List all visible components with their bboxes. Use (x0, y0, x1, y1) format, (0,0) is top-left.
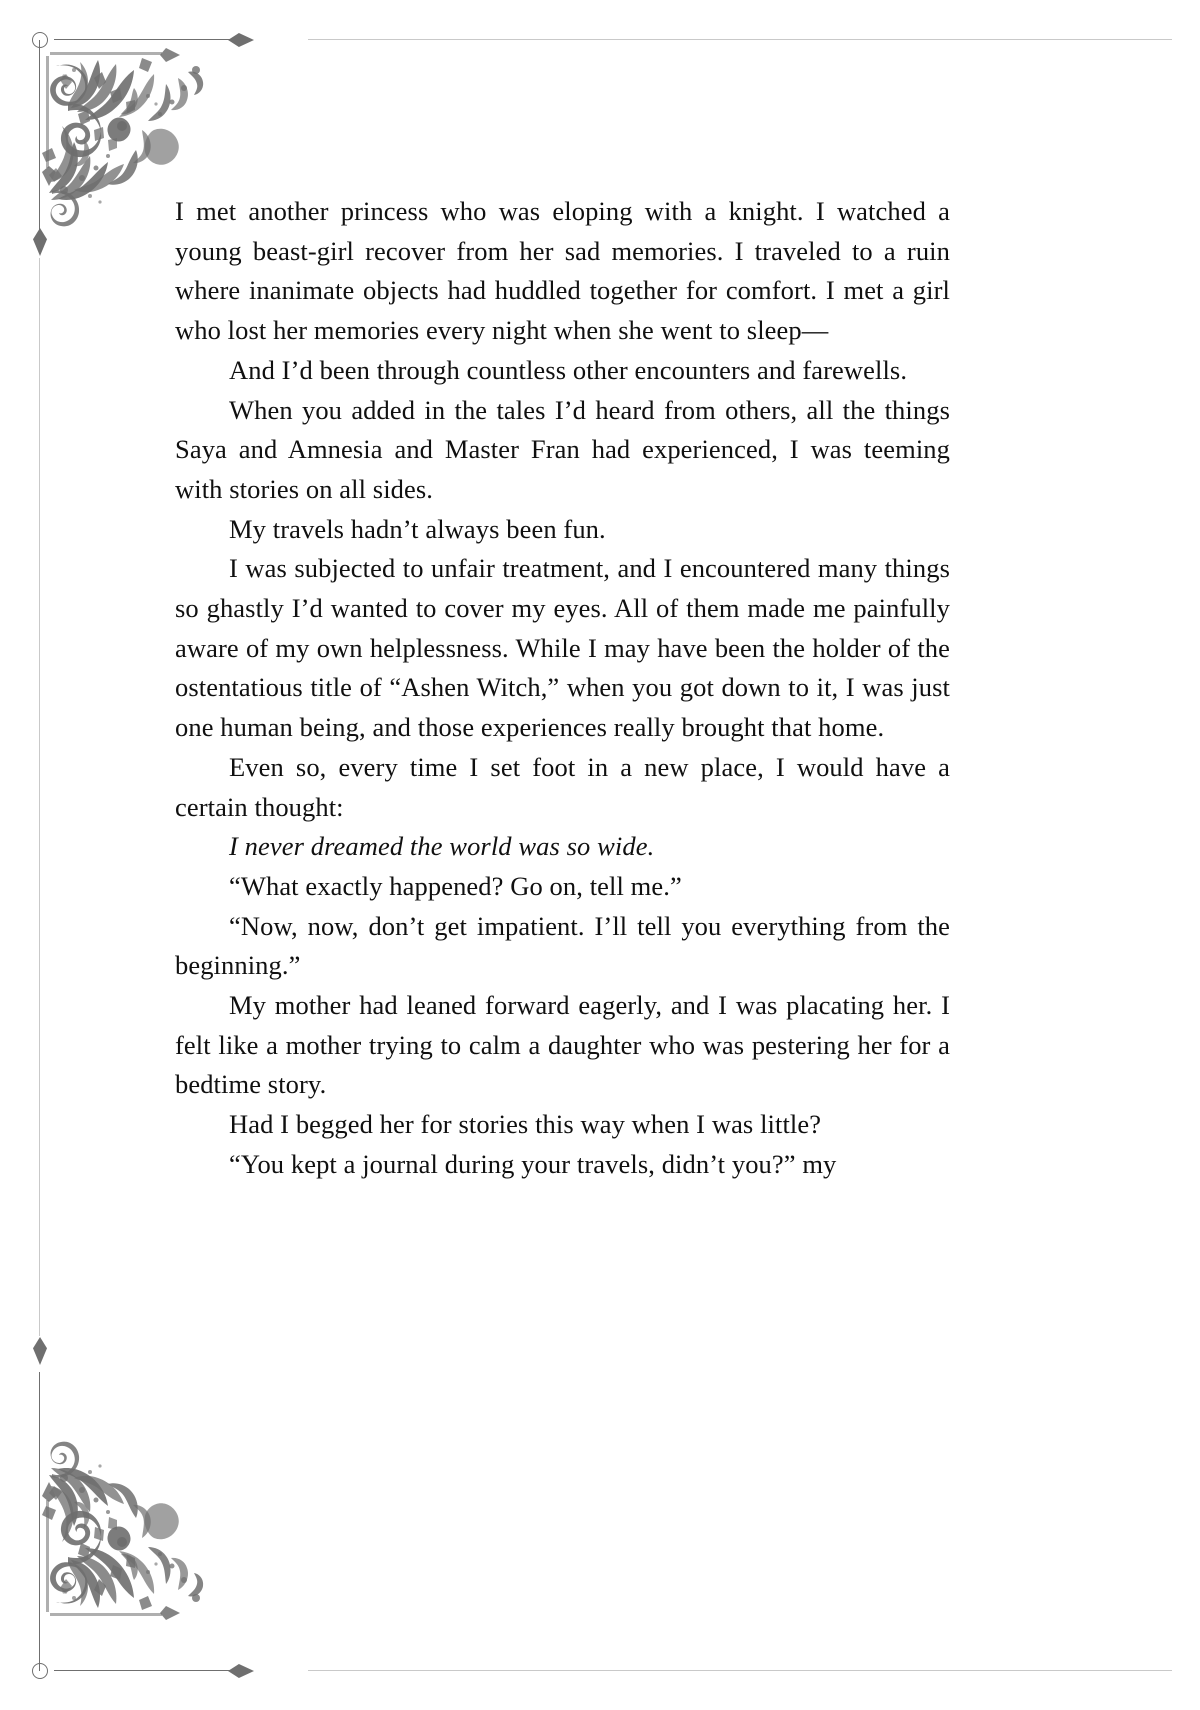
left-border-rule-middle (39, 258, 40, 1336)
paragraph: I met another princess who was eloping with a knight. I watched a young beast-girl recover from her sad memories. I traveled to a ruin where inanimate objects had huddled together for comfort. I met a girl who lost her memories every night when she went to sleep— (175, 196, 950, 346)
paragraph: My mother had leaned forward eagerly, and I was placating her. I felt like a mother trying to calm a daughter who was pestering her for a bedtime story. (175, 990, 950, 1100)
diamond-ornament-icon-bottom (228, 1664, 254, 1678)
ring-ornament-icon-bottom-left (32, 1663, 48, 1679)
paragraph: Had I begged her for stories this way when I was little? (229, 1109, 822, 1140)
paragraph: I was subjected to unfair treatment, and I encountered many things so ghastly I’d wanted to cover my eyes. All of them made me painfully aware of my own helplessness. While I may have been the holder of the ostentatious title of “Ashen Witch,” when you got down to it, I was just one human being, and those experiences really brought that home. (175, 553, 950, 743)
paragraph-dialogue: “What exactly happened? Go on, tell me.” (229, 870, 682, 901)
bottom-border-rule (54, 1670, 1172, 1671)
paragraph-italic: I never dreamed the world was so wide. (229, 831, 655, 862)
body-text-column (175, 192, 950, 1185)
paragraph-dialogue: “You kept a journal during your travels, didn’t you?” my (229, 1148, 837, 1179)
paragraph: Even so, every time I set foot in a new place, I would have a certain thought: (175, 751, 950, 822)
paragraph-dialogue: “Now, now, don’t get impatient. I’ll tell you everything from the beginning.” (175, 910, 950, 981)
top-border-rule (54, 39, 1172, 40)
paragraph: And I’d been through countless other encounters and farewells. (229, 354, 908, 385)
floral-corner-ornament-icon-bottom-left (38, 1424, 238, 1624)
diamond-ornament-icon-left-lower (33, 1337, 47, 1365)
paragraph: My travels hadn’t always been fun. (229, 513, 606, 544)
paragraph: When you added in the tales I’d heard from others, all the things Saya and Amnesia and Master Fran had experienced, I was teeming with stories on all sides. (175, 394, 950, 504)
